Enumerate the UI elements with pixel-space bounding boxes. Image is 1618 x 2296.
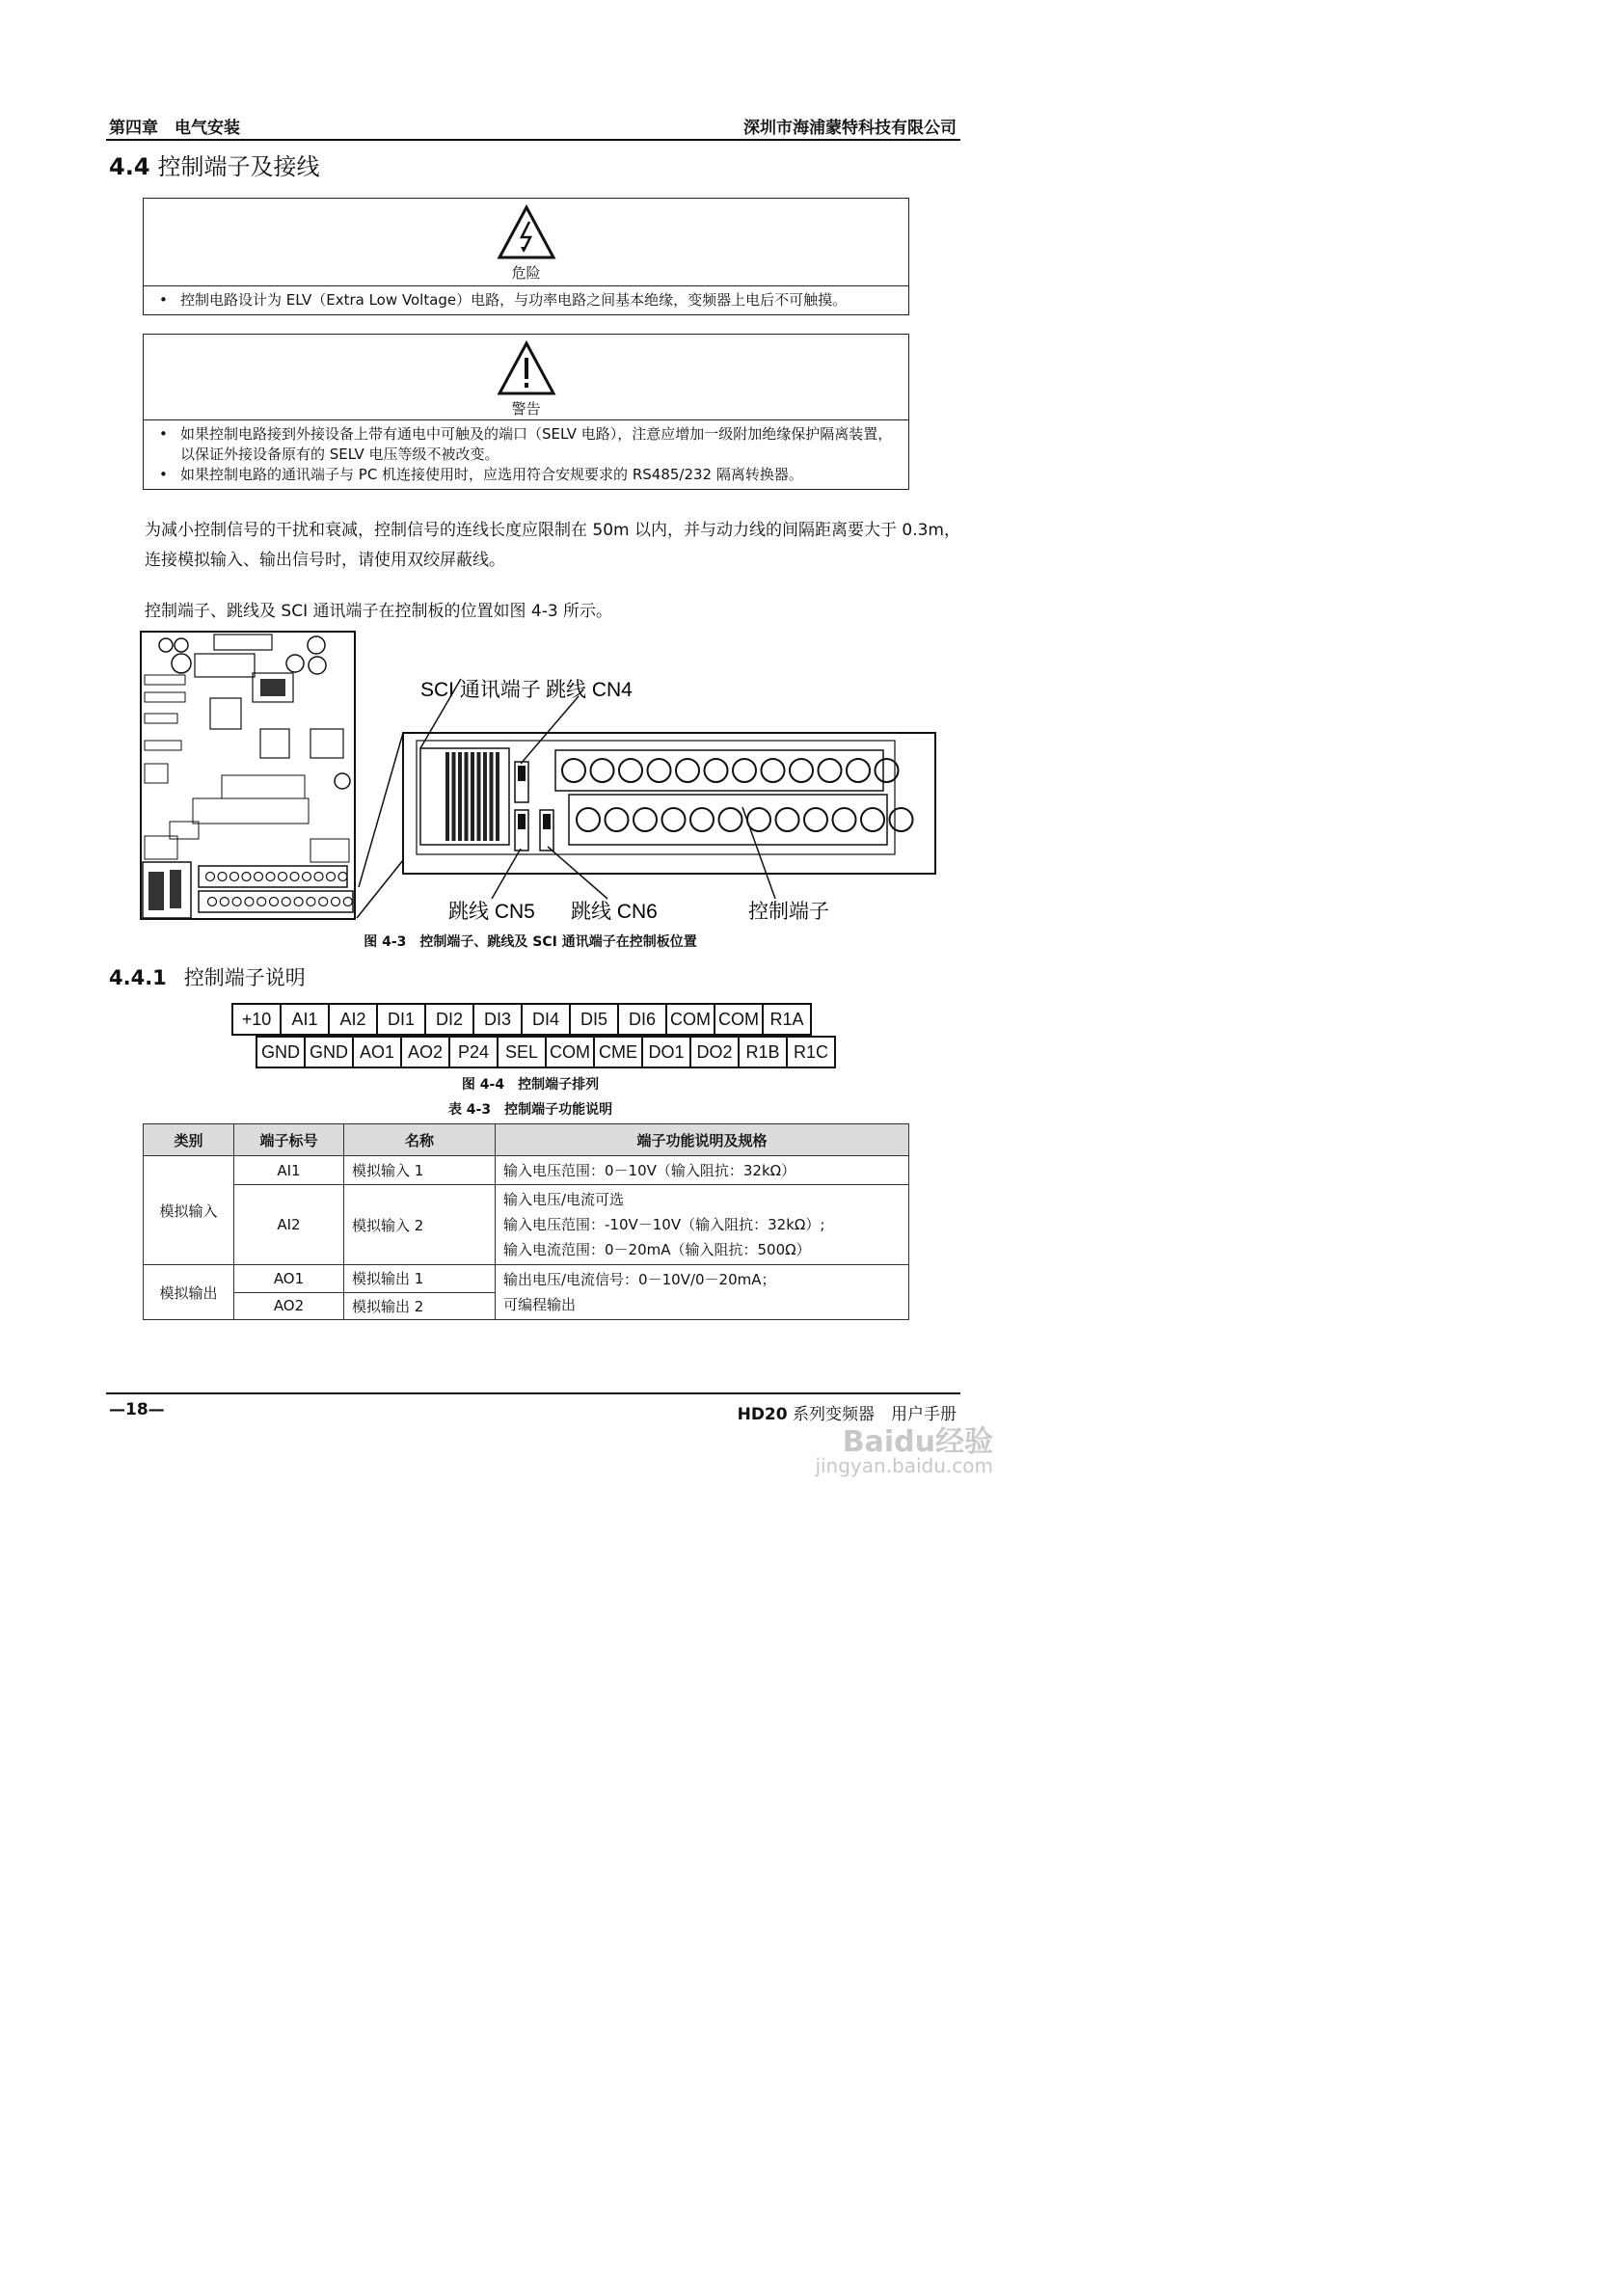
terminal-cell: AO1 [234,1265,344,1293]
footer-rule [106,1392,960,1394]
figure-4-4-caption: 图 4-4 控制端子排列 [461,1077,600,1093]
description-cell [496,1185,909,1265]
terminal-label: AO2 [402,1038,450,1067]
sci-pin [483,752,487,841]
terminal-screw [245,898,254,906]
terminal-screw [606,808,629,831]
header-name: 名称 [344,1124,496,1156]
terminal-screw [206,873,215,881]
terminal-screw [861,808,884,831]
terminal-screw [634,808,657,831]
warning-item: • 控制电路设计为 ELV（Extra Low Voltage）电路，与功率电路之间基本绝缘，变频器上电后不可触摸。 [159,290,901,311]
terminal-screw [819,759,842,782]
footer-model: HD20 [737,1405,788,1424]
header-rule [106,139,960,141]
terminal-screw [747,808,770,831]
section-number: 4.4 [109,153,150,180]
name-cell: 模拟输入 2 [344,1185,496,1265]
terminal-label: P24 [450,1038,499,1067]
terminal-screw [282,898,290,906]
terminal-screw [648,759,671,782]
category-cell: 模拟输出 [144,1265,234,1320]
terminal-label: DI5 [571,1005,619,1034]
terminal-screw [303,873,311,881]
terminal-screw [562,759,585,782]
footer-manual: 系列变频器 用户手册 [787,1405,957,1424]
label-cn5: 跳线 CN5 [448,901,535,923]
watermark-logo: Baidu经验 [842,1425,993,1459]
category-cell: 模拟输入 [144,1156,234,1265]
terminal-screw [591,759,614,782]
description-line: 输入电压/电流可选 [503,1191,625,1208]
terminal-cell: AI1 [234,1156,344,1185]
terminal-label: CME [595,1038,643,1067]
terminal-screw [577,808,600,831]
terminal-screw [890,808,913,831]
terminal-screw [833,808,856,831]
paragraph-signal-length: 为减小控制信号的干扰和衰减，控制信号的连线长度应限制在 50m 以内，并与动力线的间隔距离要大于 0.3m，连接模拟输入、输出信号时，请使用双绞屏蔽线。 [145,521,960,570]
figure-4-3-caption: 图 4-3 控制端子、跳线及 SCI 通讯端子在控制板位置 [364,934,697,950]
name-cell: 模拟输入 1 [344,1156,496,1185]
header-description: 端子功能说明及规格 [496,1124,909,1156]
terminal-screw [242,873,251,881]
exclamation-warning-icon [497,340,556,396]
terminal-screw [220,898,229,906]
terminal-screw [343,898,352,906]
section-title [109,148,320,181]
name-cell: 模拟输出 2 [344,1292,496,1320]
chapter-header: 第四章 电气安装 [109,119,240,138]
name-cell: 模拟输出 1 [344,1265,496,1293]
terminal-label: AI2 [330,1005,378,1034]
warning-list [144,420,908,489]
warning-label: 警告 [511,400,541,418]
terminal-screw [279,873,287,881]
terminal-row-top [562,759,899,782]
paragraph-figure-ref: 控制端子、跳线及 SCI 通讯端子在控制板的位置如图 4-3 所示。 [145,602,613,621]
label-cn6: 跳线 CN6 [571,901,658,923]
terminal-screw [232,898,241,906]
sci-connector-pins [445,752,499,841]
table-row [144,1185,909,1265]
description-cell: 输入电压范围：0－10V（输入阻抗：32kΩ） [496,1156,909,1185]
description-cell [496,1265,909,1320]
sci-pin [490,752,494,841]
terminal-label: DI4 [523,1005,571,1034]
sci-pin [465,752,469,841]
terminal-label: DI3 [474,1005,523,1034]
section-title-text: 控制端子及接线 [157,153,320,180]
sci-pin [496,752,499,841]
terminal-screw [270,898,279,906]
terminal-label: DO1 [643,1038,691,1067]
sci-pin [477,752,481,841]
terminal-label: COM [547,1038,595,1067]
terminal-screw [314,873,323,881]
subsection-title [109,962,306,991]
table-4-3-caption: 表 4-3 控制端子功能说明 [447,1102,613,1118]
terminal-screw [762,759,785,782]
sci-pin [471,752,474,841]
terminal-screw [332,898,340,906]
terminal-screw [719,808,742,831]
header-terminal: 端子标号 [234,1124,344,1156]
sci-pin [458,752,462,841]
table-row [144,1156,909,1185]
terminal-screw [307,898,315,906]
terminal-label: GND [306,1038,354,1067]
terminal-label: GND [257,1038,306,1067]
board-terminal-row-bottom [208,898,353,906]
terminal-screw [662,808,686,831]
terminal-screw [790,759,813,782]
terminal-label: R1A [764,1005,812,1034]
page-number: —18— [109,1400,165,1419]
warning-item: • 如果控制电路接到外接设备上带有通电中可触及的端口（SELV 电路），注意应增加一级附加绝缘保护隔离装置，以保证外接设备原有的 SELV 电压等级不被改变。 [159,424,901,465]
board-terminal-row-top [206,873,348,881]
terminal-label: R1B [740,1038,788,1067]
terminal-screw [676,759,699,782]
description-line: 输出电压/电流信号：0－10V/0－20mA； [503,1271,776,1288]
control-board-figure [135,629,945,928]
terminal-label: DI6 [619,1005,667,1034]
label-cn4: 跳线 CN4 [546,679,633,701]
danger-box [143,198,909,315]
terminal-label: +10 [233,1005,282,1034]
enlarged-terminal-view [403,679,935,899]
terminal-screw [338,873,347,881]
terminal-label: AI1 [282,1005,330,1034]
terminal-screw [733,759,756,782]
terminal-arrangement-top [231,1003,812,1036]
terminal-screw [776,808,799,831]
terminal-screw [847,759,870,782]
terminal-label: COM [667,1005,715,1034]
terminal-screw [690,808,714,831]
warning-box [143,334,909,490]
sci-pin [452,752,456,841]
terminal-screw [257,898,266,906]
high-voltage-icon [497,204,556,260]
subsection-number: 4.4.1 [109,966,167,989]
terminal-label: AO1 [354,1038,402,1067]
header-category: 类别 [144,1124,234,1156]
terminal-label: DO2 [691,1038,740,1067]
terminal-cell: AO2 [234,1292,344,1320]
terminal-label: R1C [788,1038,836,1067]
terminal-screw [319,898,328,906]
zoom-line-top [359,733,403,887]
terminal-screw [230,873,239,881]
terminal-label: DI2 [426,1005,474,1034]
terminal-function-table [143,1123,909,1320]
label-control-terminals: 控制端子 [748,901,829,923]
terminal-label: COM [715,1005,764,1034]
terminal-cell: AI2 [234,1185,344,1265]
terminal-screw [266,873,275,881]
terminal-screw [804,808,827,831]
table-header-row [144,1124,909,1156]
terminal-screw [290,873,299,881]
terminal-arrangement-bottom [256,1036,836,1068]
terminal-screw [619,759,642,782]
description-line: 可编程输出 [503,1296,577,1313]
sci-pin [445,752,449,841]
label-sci-port: SCI 通讯端子 [420,679,541,701]
terminal-screw [208,898,217,906]
terminal-screw [705,759,728,782]
company-header: 深圳市海浦蒙特科技有限公司 [743,119,957,138]
watermark-url: jingyan.baidu.com [815,1454,993,1477]
description-line: 输入电流范围：0－20mA（输入阻抗：500Ω） [503,1241,811,1258]
terminal-label: DI1 [378,1005,426,1034]
terminal-screw [218,873,227,881]
description-line: 输入电压范围：-10V－10V（输入阻抗：32kΩ）; [503,1216,825,1233]
warning-item: • 如果控制电路的通讯端子与 PC 机连接使用时，应选用符合安规要求的 RS485/232 隔离转换器。 [159,465,901,485]
danger-label: 危险 [511,264,541,282]
control-board-drawing [141,632,355,919]
subsection-title-text: 控制端子说明 [183,966,306,989]
terminal-screw [255,873,263,881]
table-row [144,1265,909,1293]
danger-list [144,286,908,314]
terminal-screw [294,898,303,906]
terminal-label: SEL [499,1038,547,1067]
terminal-screw [327,873,336,881]
